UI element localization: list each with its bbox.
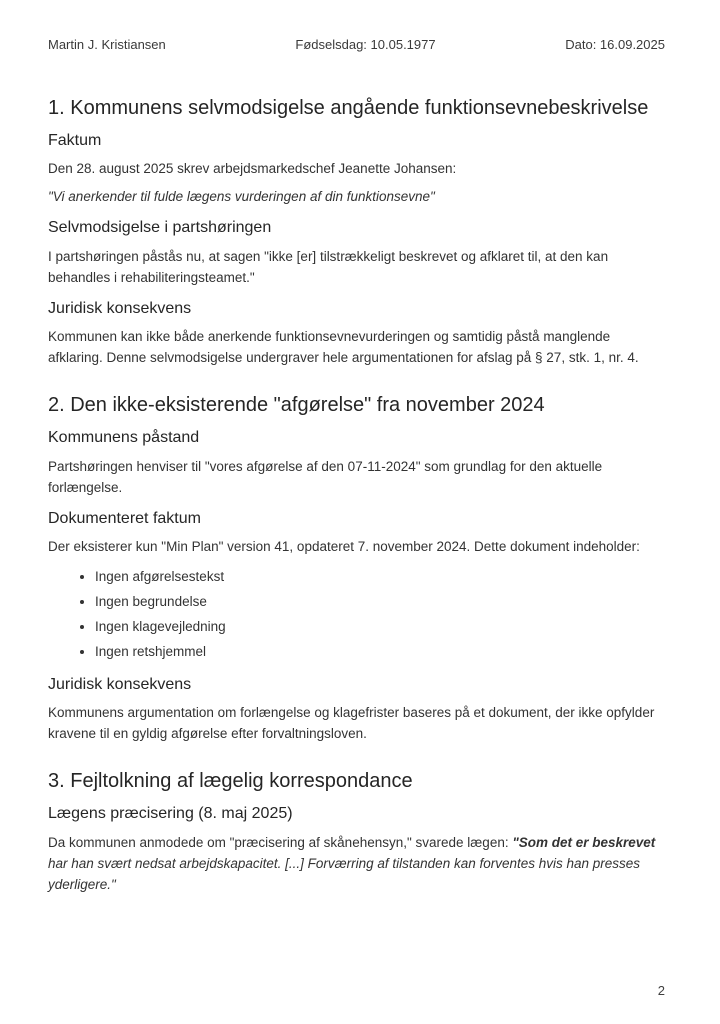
header-date: Dato: 16.09.2025: [565, 37, 665, 52]
section-1-juridisk-text: Kommunen kan ikke både anerkende funktionsevnevurderingen og samtidig påstå manglende afklaring. Denne selvmodsigelse undergraver hele argumentationen for afslag på § 27, stk. 1, nr. 4.: [48, 329, 639, 366]
section-1-selvmodsigelse-heading: Selvmodsigelse i partshøringen: [48, 219, 272, 237]
section-2-dokumenteret-heading: Dokumenteret faktum: [48, 509, 201, 527]
section-3-title: 3. Fejltolkning af lægelig korrespondance: [48, 770, 413, 793]
section-2-juridisk-heading: Juridisk konsekvens: [48, 675, 192, 693]
header-birthdate: Fødselsdag: 10.05.1977: [295, 37, 436, 52]
section-2-juridisk-text: Kommunens argumentation om forlængelse og klagefrister baseres på et dokument, der ikke opfylder kravene til en gyldig afgørelse efter forvaltningsloven.: [48, 705, 655, 742]
section-1-faktum-text: Den 28. august 2025 skrev arbejdsmarkedschef Jeanette Johansen:: [48, 161, 457, 177]
section-1-doctor-quote: "Vi anerkender til fulde lægens vurderingen af din funktionsevne": [48, 189, 435, 205]
bullet-item: • Ingen retshjemmel: [95, 639, 665, 664]
section-2-pastand-heading: Kommunens påstand: [48, 429, 200, 447]
precisering-intro: Da kommunen anmodede om "præcisering af skånehensyn," svarede lægen:: [48, 834, 513, 850]
section-2-title: 2. Den ikke-eksisterende "afgørelse" fra november 2024: [48, 394, 545, 417]
section-1-faktum-heading: Faktum: [48, 132, 102, 149]
section-3-precisering-heading: Lægens præcisering (8. maj 2025): [48, 805, 293, 823]
header-name: Martin J. Kristiansen: [48, 37, 166, 52]
bullet-item: • Ingen afgørelsestekst: [95, 564, 665, 589]
bullet-item: • Ingen klagevejledning: [95, 614, 665, 639]
bullet-item: • Ingen begrundelse: [95, 589, 665, 614]
document-header: [48, 36, 665, 53]
section-1-title: 1. Kommunens selvmodsigelse angående funktionsevnebeskrivelse: [48, 97, 649, 119]
section-1-juridisk-heading: Juridisk konsekvens: [48, 299, 192, 317]
section-2-dokumenteret-text: Der eksisterer kun "Min Plan" version 41, opdateret 7. november 2024. Dette dokument indeholder:: [48, 538, 640, 554]
section-1-selvmodsigelse-text: I partshøringen påstås nu, at sagen "ikke [er] tilstrækkeligt beskrevet og afklaret til, at den kan behandles i rehabiliteringsteamet.": [48, 248, 609, 285]
doctor-quote-italic-segment: har han svært nedsat arbejdskapacitet. [...] Forværring af tilstanden kan forventes hvis han presses yderligere.": [48, 855, 641, 892]
section-3-precisering-text: [48, 832, 665, 895]
doctor-quote-bold-segment: "Som det er beskrevet: [512, 834, 656, 850]
section-2-pastand-text: Partshøringen henviser til "vores afgørelse af den 07-11-2024" som grundlag for den aktuelle forlængelse.: [48, 458, 603, 495]
page-number: 2: [657, 983, 665, 998]
missing-elements-list: [48, 564, 665, 664]
